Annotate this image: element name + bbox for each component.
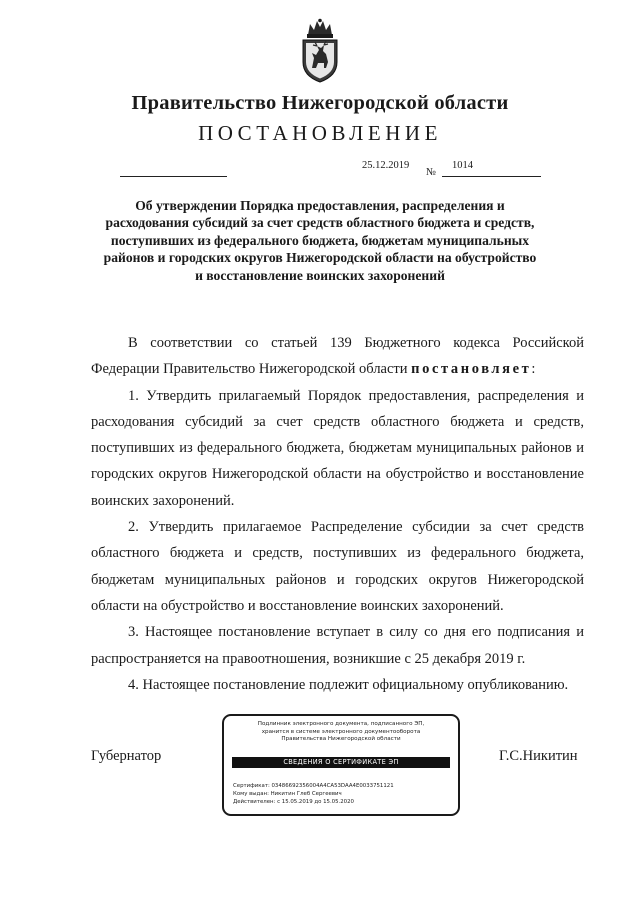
certificate-details [233, 782, 452, 807]
certificate-number: Сертификат: 03486692356004A4CA53DAA4E0033751121 [233, 783, 394, 789]
registration-number-label: № [426, 167, 437, 178]
number-underline [442, 176, 541, 177]
signer-name: Г.С.Никитин [499, 748, 578, 764]
document-subject: Об утверждении Порядка предоставления, распределения и расходования субсидий за счет средств областного бюджета и средств, поступивших из федерального бюджета, бюджетам муниципальных районов и городских округов Нижегородской области на обустройство и восстановление воинских захоронений [103, 198, 537, 283]
certificate-info-bar: СВЕДЕНИЯ О СЕРТИФИКАТЕ ЭП [232, 757, 450, 768]
preamble-text: В соответствии со статьей 139 Бюджетного кодекса Российской Федерации Правительство Нижегородской области [91, 335, 584, 378]
stamp-header-line: Подлинник электронного документа, подписанного ЭП, [257, 721, 425, 727]
decree-word: постановляет [411, 361, 532, 378]
stamp-header-line: хранится в системе электронного документооборота [261, 728, 421, 735]
item-paragraph-1: 1. Утвердить прилагаемый Порядок предоставления, распределения и расходования субсидий за счет средств областного бюджета и средств, поступивших из федерального бюджета, бюджетам муниципальных районов и городских округов Нижегородской области на обустройство и восстановление воинских захоронений. [91, 387, 584, 509]
signer-position: Губернатор [91, 748, 162, 764]
preamble-paragraph [91, 330, 584, 383]
document-type: ПОСТАНОВЛЕНИЕ [198, 121, 442, 145]
stamp-header [232, 721, 450, 744]
coat-of-arms-emblem [295, 18, 345, 84]
registration-number: 1014 [452, 160, 473, 171]
date-underline-left [120, 176, 227, 177]
item-paragraph-2: 2. Утвердить прилагаемое Распределение субсидии за счет средств областного бюджета и средств, поступивших из федерального бюджета, бюджетам муниципальных районов и городских округов Нижегородской области на обустройство и восстановление воинских захоронений. [91, 519, 584, 614]
document-body [91, 330, 584, 698]
stamp-header-line: Правительства Нижегородской области [281, 736, 401, 743]
preamble-tail: : [531, 361, 536, 378]
registration-date: 25.12.2019 [362, 160, 410, 171]
item-paragraph-3: 3. Настоящее постановление вступает в силу со дня его подписания и распространяется на правоотношения, возникшие с 25 декабря 2019 г. [91, 624, 584, 667]
certificate-validity: Действителен: с 15.05.2019 до 15.05.2020 [233, 799, 354, 806]
item-paragraph-4: 4. Настоящее постановление подлежит официальному опубликованию. [128, 676, 569, 693]
certificate-owner: Кому выдан: Никитин Глеб Сергеевич [233, 791, 342, 798]
electronic-signature-stamp [222, 714, 460, 816]
government-title: Правительство Нижегородской области [131, 92, 509, 114]
